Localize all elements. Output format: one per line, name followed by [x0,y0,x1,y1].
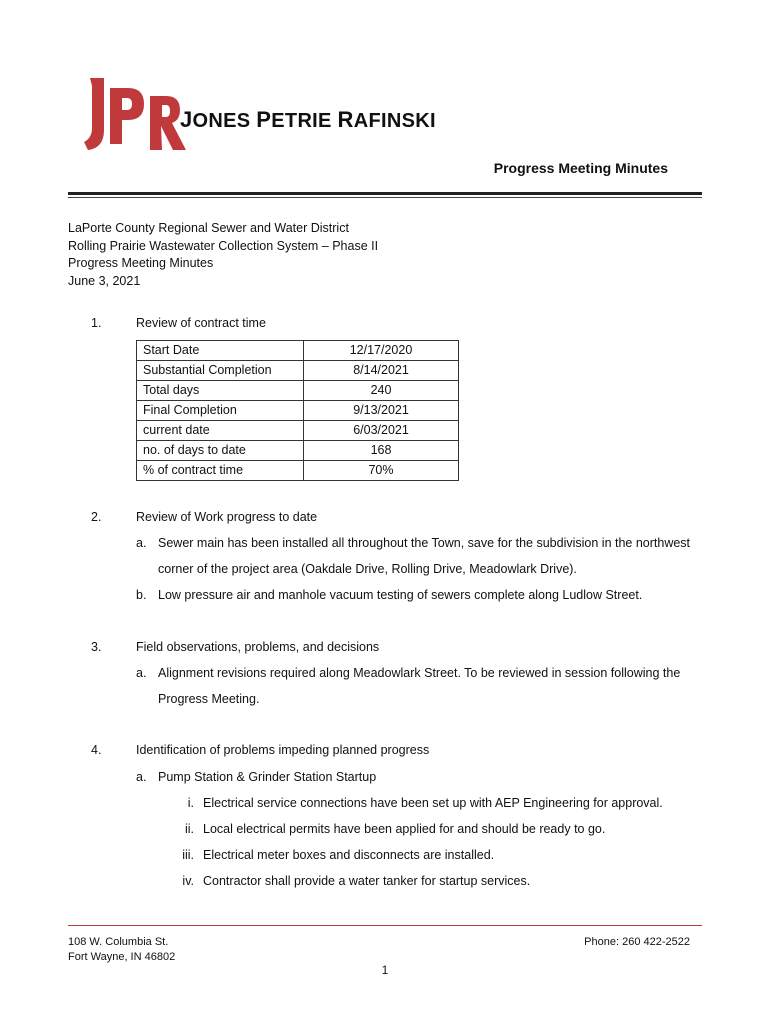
table-row [137,381,459,401]
table-label: current date [137,421,304,441]
item-letter: a. [136,770,147,784]
section-2-number: 2. [91,510,102,524]
table-row [137,461,459,481]
item-text-continued: corner of the project area (Oakdale Drive, Rolling Drive, Meadowlark Drive). [158,562,577,576]
table-label: Start Date [137,341,304,361]
sub-item-text: Local electrical permits have been applied for and should be ready to go. [203,822,606,836]
sub-item-text: Contractor shall provide a water tanker for startup services. [203,874,531,888]
logo-letter-p [110,88,144,144]
header-divider [68,192,702,195]
footer-address [68,935,175,965]
item-text-continued: Progress Meeting. [158,692,260,706]
table-value: 240 [304,381,459,401]
logo-letter-j [84,78,104,150]
section-3-number: 3. [91,640,102,654]
table-value: 6/03/2021 [304,421,459,441]
table-row [137,341,459,361]
table-row [137,361,459,381]
table-label: Total days [137,381,304,401]
contract-time-table [136,340,459,481]
item-text: Low pressure air and manhole vacuum testing of sewers complete along Ludlow Street. [158,588,643,602]
intro-block [68,220,378,290]
section-4-title: Identification of problems impeding planned progress [136,743,430,757]
table-value: 9/13/2021 [304,401,459,421]
intro-district: LaPorte County Regional Sewer and Water District [68,221,349,235]
sub-item-text: Electrical meter boxes and disconnects are installed. [203,848,495,862]
table-label: % of contract time [137,461,304,481]
table-label: Final Completion [137,401,304,421]
table-row [137,441,459,461]
section-1-title: Review of contract time [136,316,266,330]
page-number: 1 [381,963,389,977]
sub-item-text: Electrical service connections have been set up with AEP Engineering for approval. [203,796,663,810]
sub-item-number: iii. [182,848,194,862]
item-text: Alignment revisions required along Meadowlark Street. To be reviewed in session following the [158,666,681,680]
sub-item-number: ii. [184,822,194,836]
intro-title: Progress Meeting Minutes [68,256,214,270]
sub-item-number: i. [187,796,194,810]
section-2-title: Review of Work progress to date [136,510,318,524]
footer-divider [68,925,702,926]
item-text: Pump Station & Grinder Station Startup [158,770,377,784]
table-label: Substantial Completion [137,361,304,381]
intro-date: June 3, 2021 [68,273,141,288]
table-label: no. of days to date [137,441,304,461]
sub-item-number: iv. [182,874,194,888]
section-3-title: Field observations, problems, and decisions [136,640,380,654]
document-heading: Progress Meeting Minutes [493,160,668,176]
item-letter: b. [136,588,147,602]
jpr-logo [84,78,194,158]
header-divider-thin [68,197,702,198]
item-letter: a. [136,666,147,680]
section-1-number: 1. [91,316,102,330]
footer-phone: Phone: 260 422-2522 [584,936,690,948]
section-4-number: 4. [91,743,102,757]
table-value: 8/14/2021 [304,361,459,381]
company-name: JONES PETRIE RAFINSKI [180,107,436,132]
table-value: 12/17/2020 [304,341,459,361]
item-text: Sewer main has been installed all throughout the Town, save for the subdivision in the northwest [158,536,691,550]
address-street: 108 W. Columbia St. [68,936,169,948]
intro-project: Rolling Prairie Wastewater Collection System – Phase II [68,238,379,253]
table-row [137,421,459,441]
table-row [137,401,459,421]
table-value: 70% [304,461,459,481]
item-letter: a. [136,536,147,550]
table-value: 168 [304,441,459,461]
address-city: Fort Wayne, IN 46802 [68,951,176,963]
